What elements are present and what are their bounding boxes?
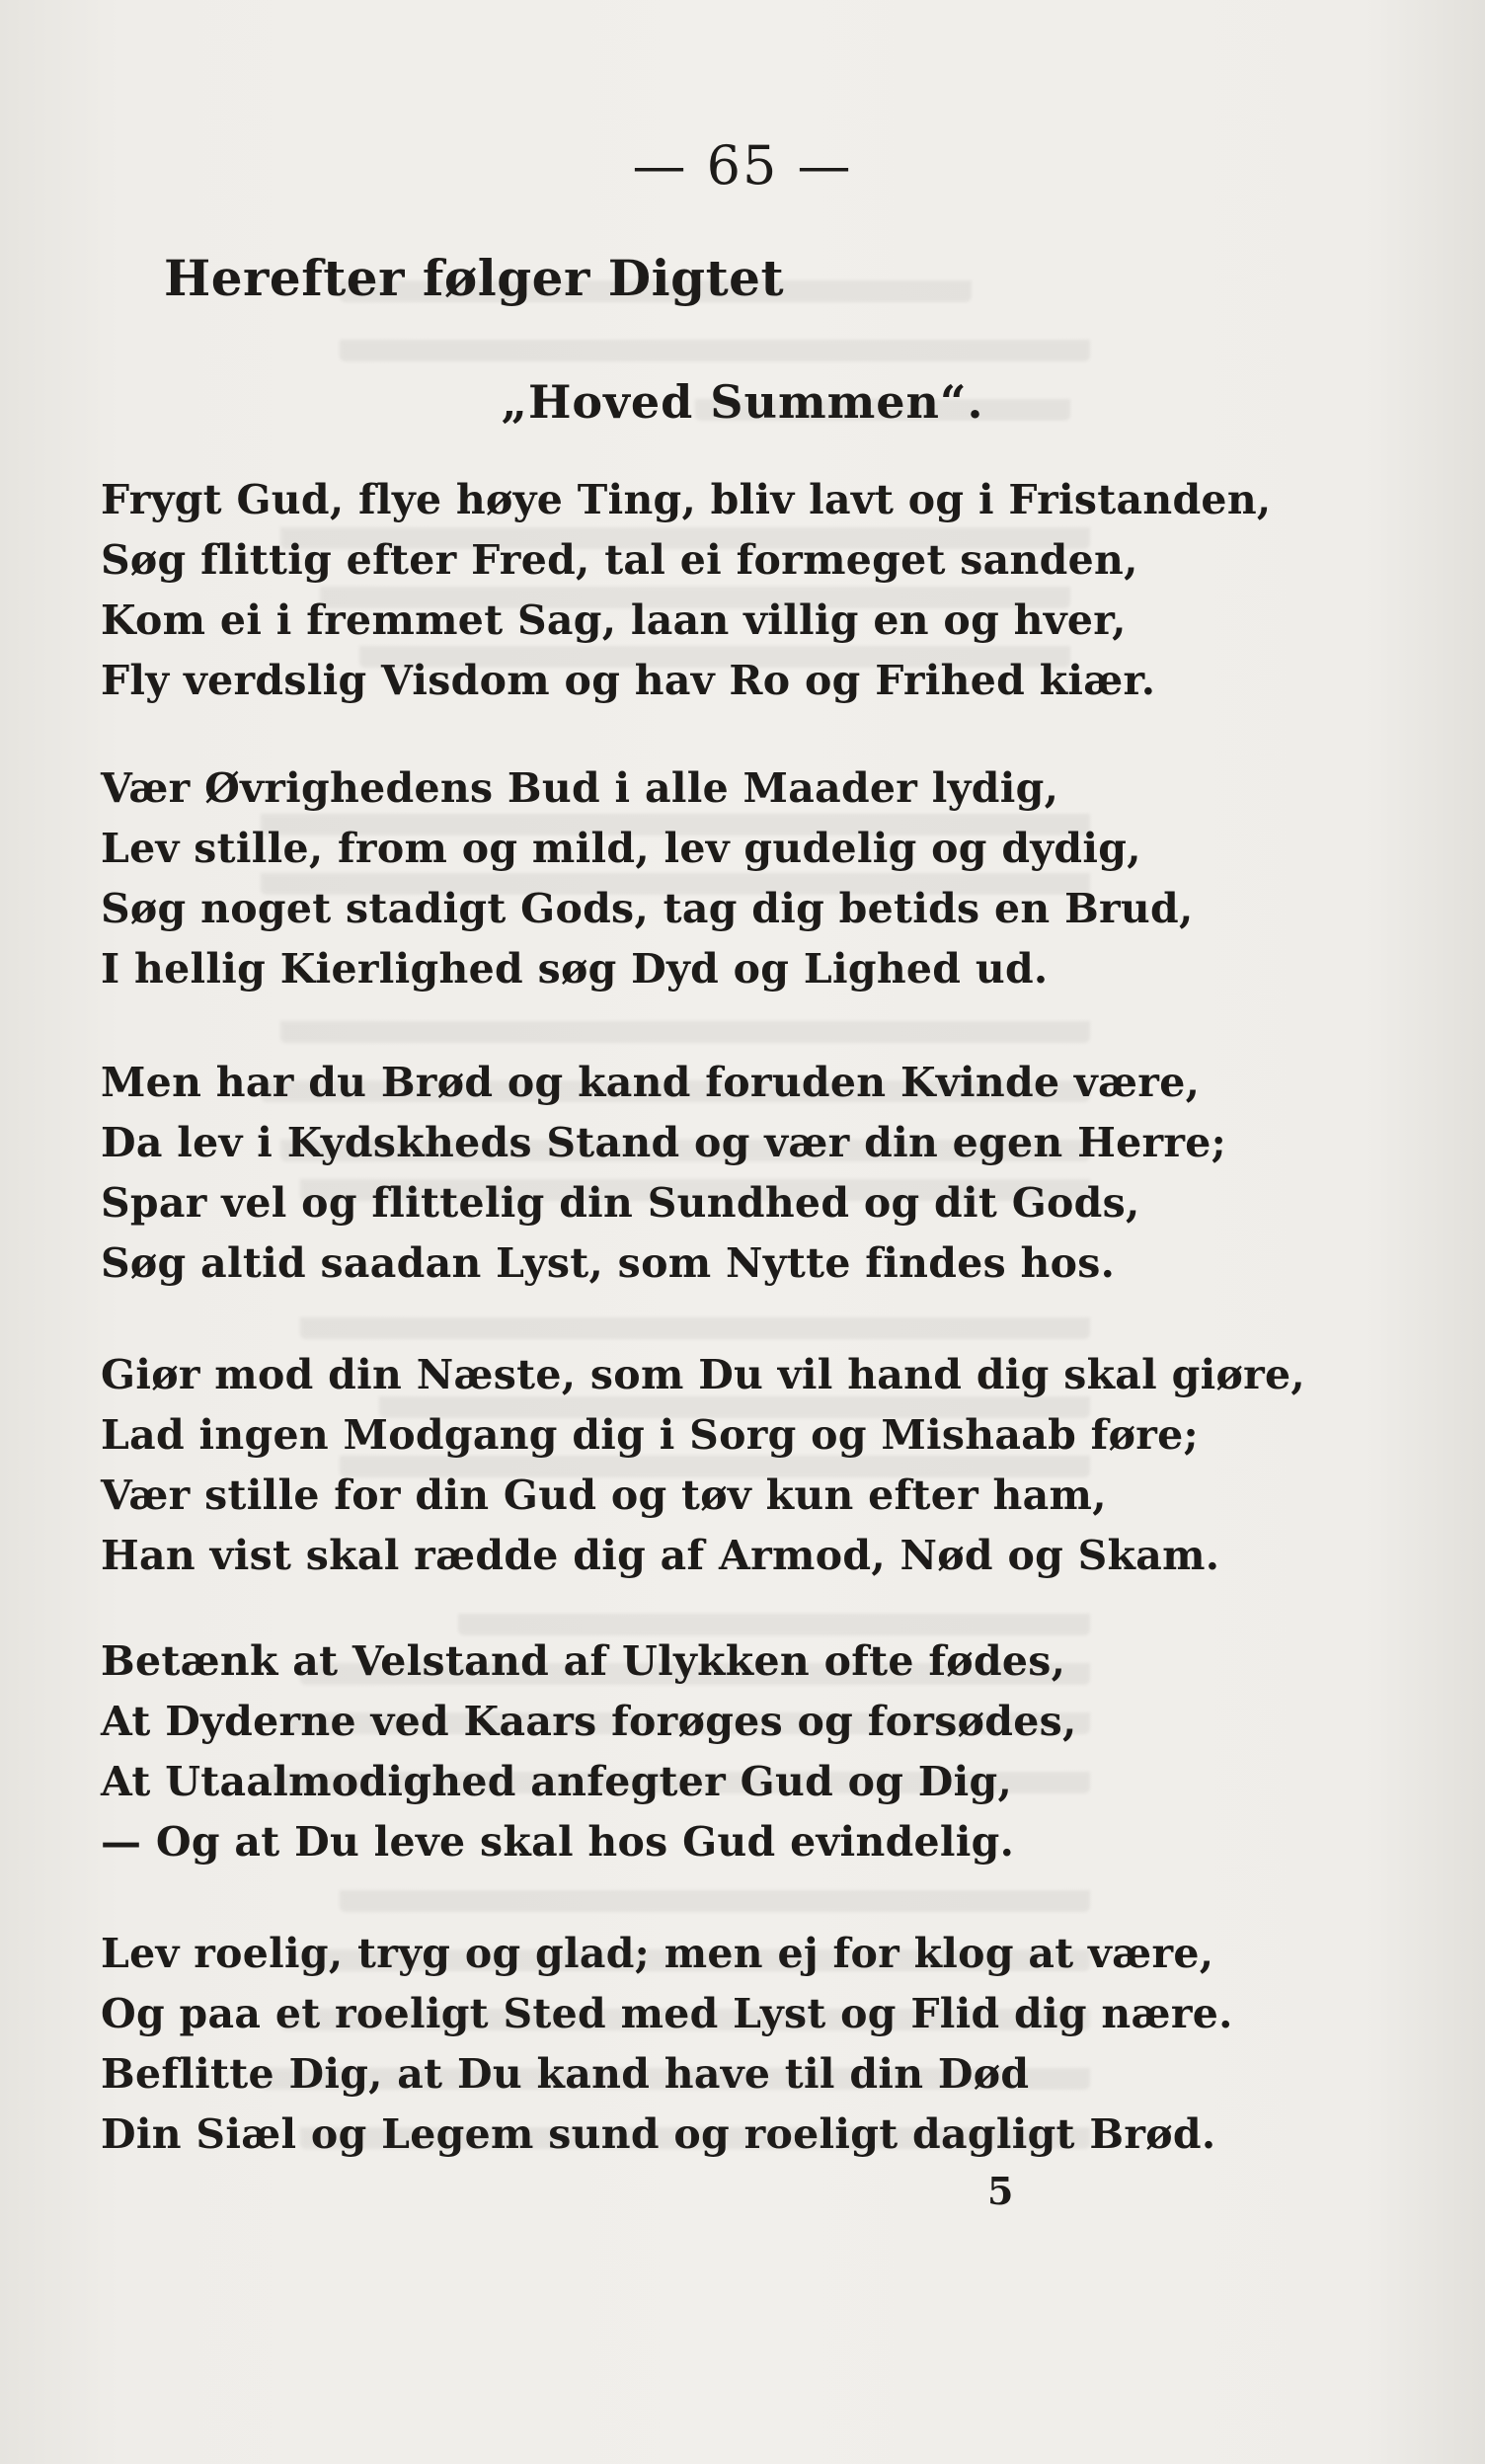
verse-line: Søg altid saadan Lyst, som Nytte findes hos. xyxy=(101,1239,1116,1287)
verse-line: Søg flittig efter Fred, tal ei formeget sanden, xyxy=(101,536,1138,584)
stanza-2 xyxy=(101,758,1226,999)
verse-line: I hellig Kierlighed søg Dyd og Lighed ud. xyxy=(101,945,1049,993)
stanza-4 xyxy=(101,1345,1305,1586)
verse-line: Betænk at Velstand af Ulykken ofte fødes, xyxy=(101,1637,1066,1685)
signature-mark: 5 xyxy=(987,2169,1014,2213)
verse-line: Frygt Gud, flye høye Ting, bliv lavt og i Fristanden, xyxy=(101,476,1272,523)
verse-line: Spar vel og flittelig din Sundhed og dit Gods, xyxy=(101,1179,1140,1227)
verse-line: Han vist skal rædde dig af Armod, Nød og Skam. xyxy=(101,1532,1220,1579)
verse-line: Lev stille, from og mild, lev gudelig og dydig, xyxy=(101,825,1141,872)
page-number: — 65 — xyxy=(632,134,853,197)
verse-line: Lev roelig, tryg og glad; men ej for klog at være, xyxy=(101,1930,1214,1977)
poem-title: „Hoved Summen“. xyxy=(501,375,984,429)
verse-line: Beflitte Dig, at Du kand have til din Død xyxy=(101,2050,1030,2098)
verse-line: Og paa et roeligt Sted med Lyst og Flid dig nære. xyxy=(101,1990,1233,2037)
verse-line: Kom ei i fremmet Sag, laan villig en og hver, xyxy=(101,596,1127,644)
verse-line: — Og at Du leve skal hos Gud evindelig. xyxy=(101,1818,1015,1866)
verse-line: Giør mod din Næste, som Du vil hand dig skal giøre, xyxy=(101,1351,1305,1398)
intro-heading: Herefter følger Digtet xyxy=(164,249,785,307)
verse-line: At Dyderne ved Kaars forøges og forsødes, xyxy=(101,1698,1077,1745)
stanza-5 xyxy=(101,1631,1226,1872)
verse-line: Fly verdslig Visdom og hav Ro og Frihed kiær. xyxy=(101,657,1156,704)
verse-line: Din Siæl og Legem sund og roeligt dagligt Brød. xyxy=(101,2110,1216,2158)
stanza-1 xyxy=(101,470,1272,711)
verse-line: Vær Øvrighedens Bud i alle Maader lydig, xyxy=(101,764,1059,812)
stanza-3 xyxy=(101,1053,1226,1294)
verse-line: Lad ingen Modgang dig i Sorg og Mishaab føre; xyxy=(101,1411,1199,1459)
verse-line: Vær stille for din Gud og tøv kun efter ham, xyxy=(101,1471,1107,1519)
verse-line: Da lev i Kydskheds Stand og vær din egen Herre; xyxy=(101,1119,1227,1166)
stanza-6 xyxy=(101,1924,1233,2165)
verse-line: Søg noget stadigt Gods, tag dig betids en Brud, xyxy=(101,885,1194,932)
verse-line: At Utaalmodighed anfegter Gud og Dig, xyxy=(101,1758,1013,1805)
verse-line: Men har du Brød og kand foruden Kvinde være, xyxy=(101,1059,1201,1106)
